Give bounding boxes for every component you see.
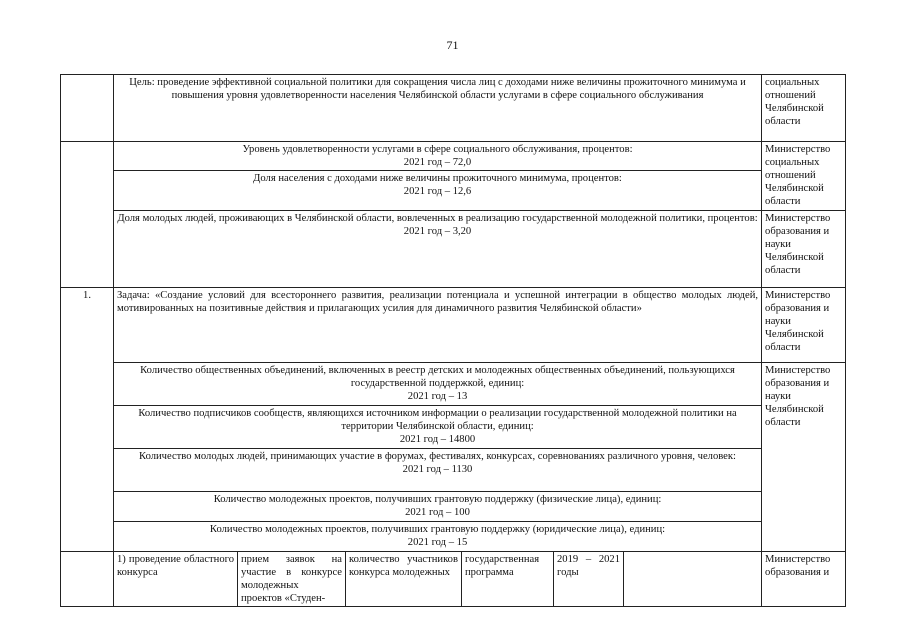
indicator-row-4 — [61, 363, 846, 406]
indicator-6 — [114, 449, 762, 492]
activity-empty-cell — [624, 552, 762, 607]
indicator-7-value: 2021 год – 100 — [405, 507, 470, 518]
indicator-1-value: 2021 год – 72,0 — [403, 157, 472, 168]
indicator-row-1 — [61, 142, 846, 171]
indicator-1 — [114, 142, 762, 171]
indicator-number-cell — [61, 142, 114, 288]
indicators-4-8-org: Министерство образования и науки Челябинской области — [762, 363, 846, 552]
activity-row — [61, 552, 846, 607]
indicator-row-2 — [61, 171, 846, 211]
indicator-row-6 — [61, 449, 846, 492]
indicator-6-value: 2021 год – 1130 — [402, 464, 473, 475]
indicator-1-title: Уровень удовлетворенности услугами в сфере социального обслуживания, процентов: — [242, 144, 633, 155]
task-text: Задача: «Создание условий для всестороннего развития, реализации потенциала и успешной интеграции в общество молодых людей, мотивированных на позитивные действия и прилагающих усилия для динамичного развития Челябинской области» — [114, 288, 762, 363]
indicator-4 — [114, 363, 762, 406]
indicator-2-title: Доля населения с доходами ниже величины прожиточного минимума, процентов: — [253, 173, 622, 184]
indicator-3-value: 2021 год – 3,20 — [403, 226, 472, 237]
indicator-8 — [114, 522, 762, 552]
indicator-4-value: 2021 год – 13 — [407, 391, 468, 402]
indicator-8-value: 2021 год – 15 — [407, 537, 468, 548]
indicator-6-title: Количество молодых людей, принимающих участие в форумах, фестивалях, конкурсах, соревнованиях различного уровня, человек: — [139, 451, 736, 462]
indicator-3 — [114, 211, 762, 288]
activity-number-cell — [61, 552, 114, 607]
indicator-row-3 — [61, 211, 846, 288]
indicator-3-title: Доля молодых людей, проживающих в Челябинской области, вовлеченных в реализацию государственной молодежной политики, процентов: — [117, 213, 758, 224]
goal-text: Цель: проведение эффективной социальной политики для сокращения числа лиц с доходами ниже величины прожиточного минимума и повышения уровня удовлетворенности населения Челябинской области услугами в сфере социального обслуживания — [114, 75, 762, 142]
activity-description: прием заявок на участие в конкурсе молодежных проектов «Студен- — [238, 552, 346, 607]
page-number: 71 — [446, 38, 459, 52]
task-org: Министерство образования и науки Челябинской области — [762, 288, 846, 363]
indicator-8-title: Количество молодежных проектов, получивших грантовую поддержку (юридические лица), единиц: — [209, 524, 666, 535]
indicator-row-7 — [61, 492, 846, 522]
indicator-2-value: 2021 год – 12,6 — [403, 186, 472, 197]
activity-source: государственная программа — [462, 552, 554, 607]
task-row — [61, 288, 846, 363]
activity-indicator: количество участников конкурса молодежных — [346, 552, 462, 607]
indicator-1-2-org: Министерство социальных отношений Челябинской области — [762, 142, 846, 211]
goal-row — [61, 75, 846, 142]
indicator-row-5 — [61, 406, 846, 449]
task-number: 1. — [61, 288, 114, 552]
indicator-5-title: Количество подписчиков сообществ, являющихся источником информации о реализации государственной молодежной политики на территории Челябинской области, единиц: — [138, 408, 737, 432]
activity-period: 2019 – 2021 годы — [554, 552, 624, 607]
indicator-5 — [114, 406, 762, 449]
indicator-7-title: Количество молодежных проектов, получивших грантовую поддержку (физические лица), единиц: — [213, 494, 662, 505]
goal-number-cell — [61, 75, 114, 142]
goal-org: социальных отношений Челябинской области — [762, 75, 846, 142]
indicator-row-8 — [61, 522, 846, 552]
indicator-7 — [114, 492, 762, 522]
activity-org: Министерство образования и — [762, 552, 846, 607]
activity-name: 1) проведение областного конкурса — [114, 552, 238, 607]
indicator-2 — [114, 171, 762, 211]
program-table — [60, 74, 846, 607]
indicator-5-value: 2021 год – 14800 — [399, 434, 476, 445]
indicator-3-org: Министерство образования и науки Челябинской области — [762, 211, 846, 288]
indicator-4-title: Количество общественных объединений, включенных в реестр детских и молодежных общественных объединений, пользующихся государственной поддержкой, единиц: — [140, 365, 735, 389]
